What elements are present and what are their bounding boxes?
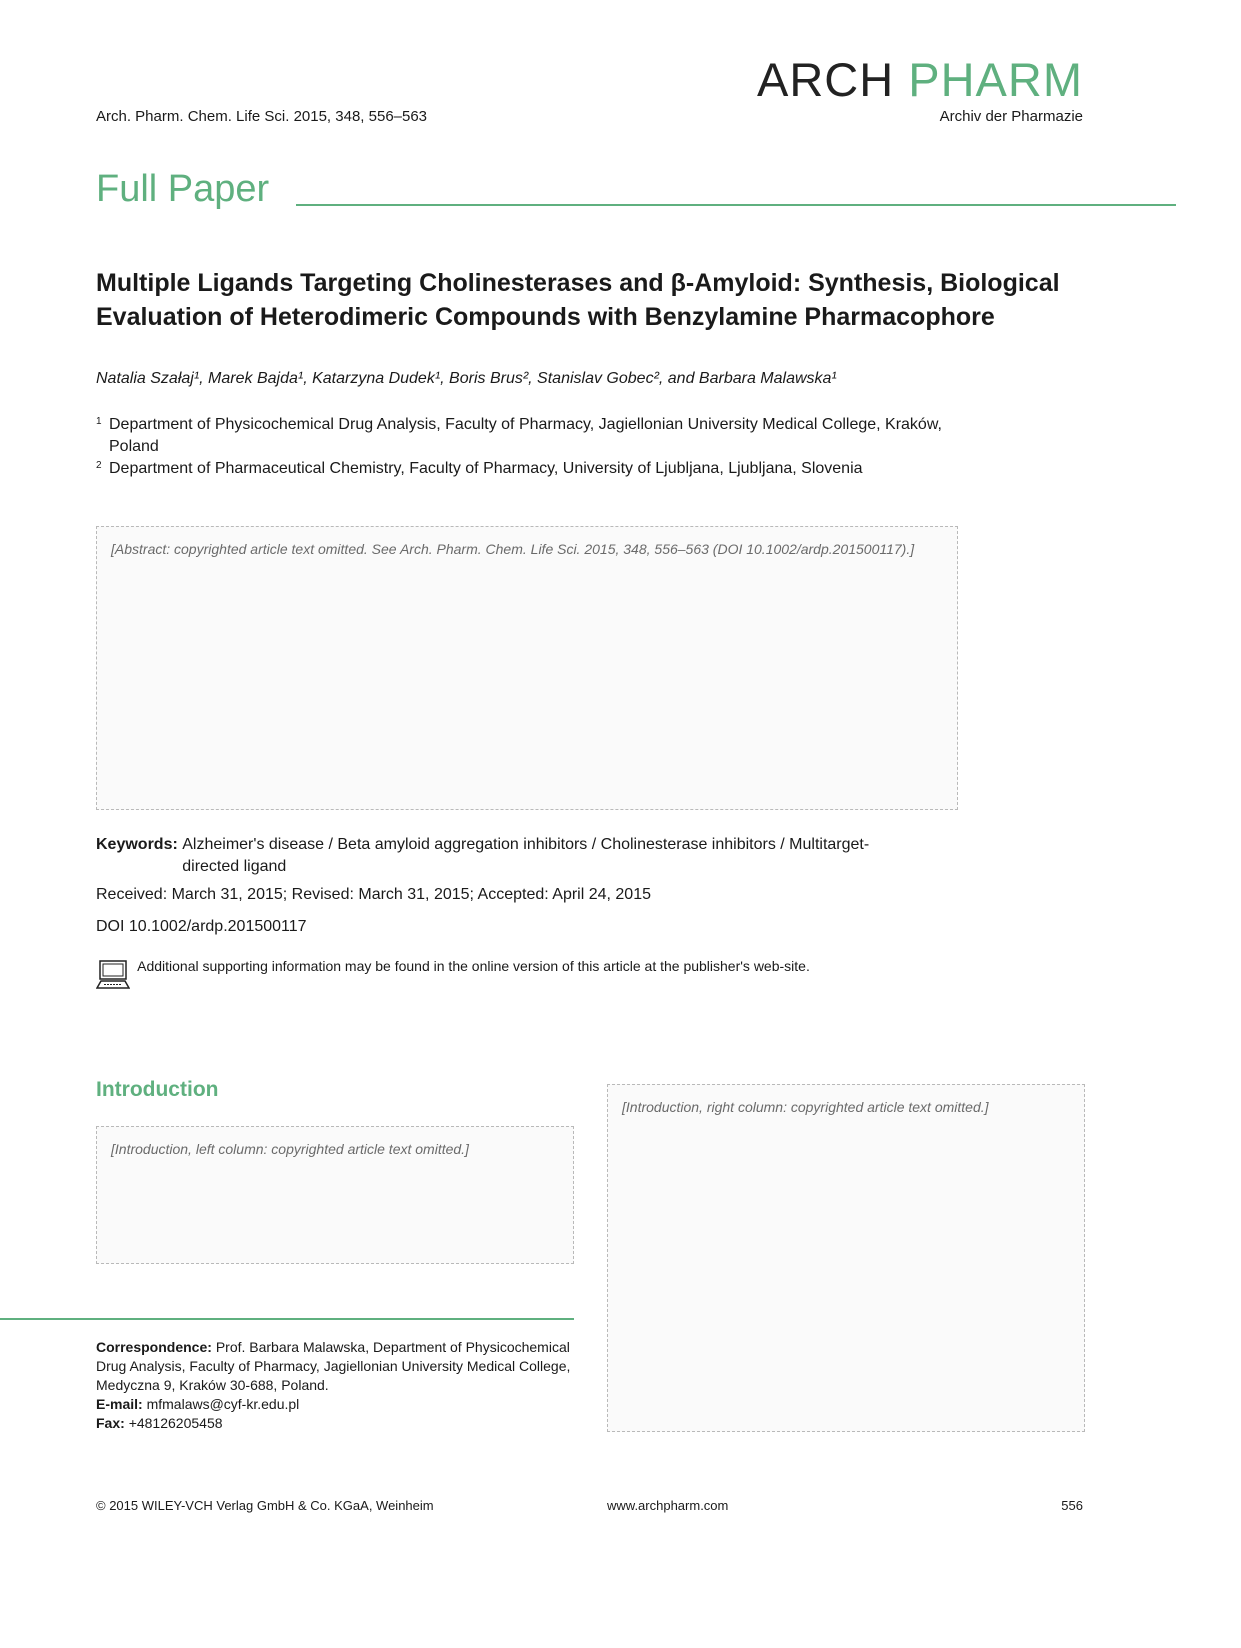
correspondence-block [96, 1338, 576, 1433]
affiliation-item [96, 414, 956, 458]
fax-number: +48126205458 [128, 1415, 223, 1431]
doi: DOI 10.1002/ardp.201500117 [96, 918, 307, 935]
footer-copyright: © 2015 WILEY-VCH Verlag GmbH & Co. KGaA, Weinheim [96, 1498, 434, 1513]
intro-right-placeholder: [Introduction, right column: copyrighted article text omitted.] [607, 1084, 1085, 1432]
intro-left-placeholder: [Introduction, left column: copyrighted article text omitted.] [96, 1126, 574, 1264]
affiliations [96, 414, 956, 480]
email-label: E-mail: [96, 1396, 143, 1412]
journal-logo [757, 52, 1083, 107]
section-heading: Full Paper [96, 168, 270, 210]
affiliation-mark: 1 [96, 416, 102, 427]
fax-label: Fax: [96, 1415, 125, 1431]
computer-icon [96, 958, 130, 992]
section-rule [296, 204, 1176, 206]
affiliation-text: Department of Pharmaceutical Chemistry, Faculty of Pharmacy, University of Ljubljana, Ljubljana, Slovenia [109, 460, 863, 477]
introduction-heading: Introduction [96, 1078, 219, 1101]
keywords-text: Alzheimer's disease / Beta amyloid aggregation inhibitors / Cholinesterase inhibitors / Multitarget-directed ligand [182, 836, 870, 875]
affiliation-mark: 2 [96, 460, 102, 471]
logo-word-arch: ARCH [757, 53, 895, 106]
article-title: Multiple Ligands Targeting Cholinesterases and β-Amyloid: Synthesis, Biological Evaluation of Heterodimeric Compounds with Benzylamine Pharmacophore [96, 269, 1060, 331]
keywords-label: Keywords: [96, 836, 178, 853]
logo-word-pharm: PHARM [908, 53, 1083, 106]
keywords [96, 834, 956, 878]
email-address: mfmalaws@cyf-kr.edu.pl [146, 1396, 300, 1412]
affiliation-text: Department of Physicochemical Drug Analysis, Faculty of Pharmacy, Jagiellonian University Medical College, Kraków, Poland [109, 416, 942, 455]
footer-website: www.archpharm.com [607, 1498, 729, 1513]
author-list: Natalia Szałaj¹, Marek Bajda¹, Katarzyna Dudek¹, Boris Brus², Stanislav Gobec², and Barbara Malawska¹ [96, 370, 837, 387]
article-dates: Received: March 31, 2015; Revised: March 31, 2015; Accepted: April 24, 2015 [96, 886, 651, 903]
journal-citation: Arch. Pharm. Chem. Life Sci. 2015, 348, 556–563 [96, 108, 428, 125]
correspondence-rule [0, 1318, 574, 1320]
supporting-info [96, 958, 1096, 992]
abstract-placeholder: [Abstract: copyrighted article text omitted. See Arch. Pharm. Chem. Life Sci. 2015, 348, 556–563 (DOI 10.1002/ardp.201500117).] [96, 526, 958, 810]
affiliation-item [96, 458, 956, 480]
journal-subtitle: Archiv der Pharmazie [939, 108, 1083, 125]
correspondence-text: Prof. Barbara Malawska, Department of Physicochemical Drug Analysis, Faculty of Pharmacy, Jagiellonian University Medical College, Medyczna 9, Kraków 30-688, Poland. [96, 1339, 571, 1393]
page-number: 556 [1061, 1498, 1083, 1513]
supporting-info-text: Additional supporting information may be found in the online version of this article at the publisher's web-site. [137, 958, 810, 974]
correspondence-label: Correspondence: [96, 1339, 212, 1355]
